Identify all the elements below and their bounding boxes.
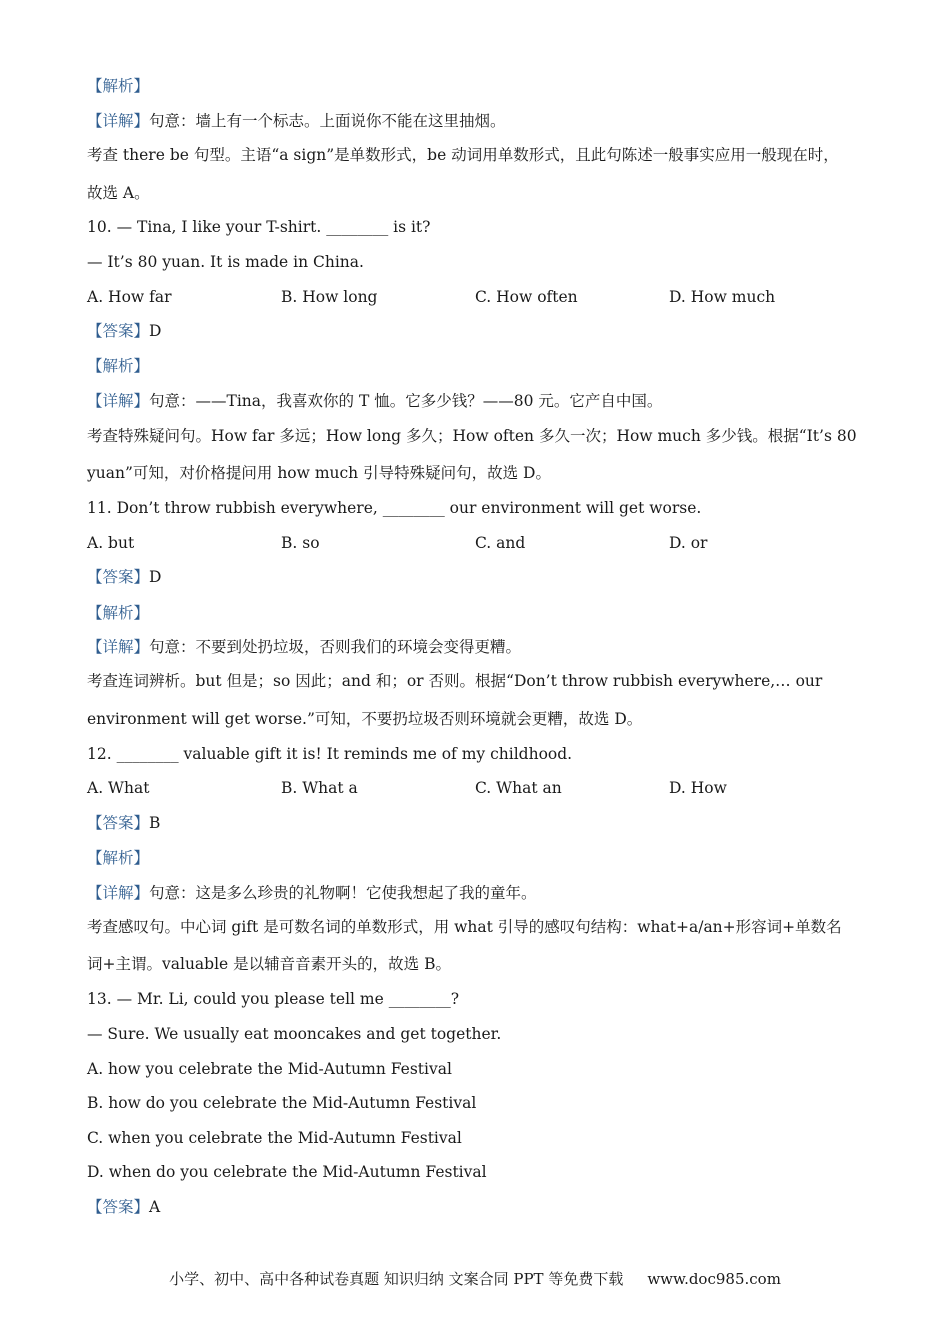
answer-value: D (149, 322, 162, 340)
option-b: B. how do you celebrate the Mid-Autumn Festival (87, 1094, 477, 1112)
option-c: C. when you celebrate the Mid-Autumn Festival (87, 1129, 462, 1147)
option-a: A. how you celebrate the Mid-Autumn Festival (87, 1060, 452, 1078)
option-b: B. What a (281, 779, 358, 797)
explanation-line: 考查感叹句。中心词 gift 是可数名词的单数形式，用 what 引导的感叹句结构：what+a/an+形容词+单数名 (87, 918, 842, 936)
explanation-line: 考查 there be 句型。主语“a sign”是单数形式，be 动词用单数形式，且此句陈述一般事实应用一般现在时， (87, 146, 839, 164)
answer-line (87, 1197, 160, 1217)
answer-line (87, 813, 160, 833)
footer-url[interactable]: www.doc985.com (647, 1270, 781, 1288)
detail-tag: 【详解】 (87, 392, 150, 410)
option-d: D. when do you celebrate the Mid-Autumn Festival (87, 1163, 487, 1181)
detail-tag: 【详解】 (87, 638, 150, 656)
explanation-line: environment will get worse.”可知，不要扔垃圾否则环境就会更糟，故选 D。 (87, 710, 643, 728)
answer-tag: 【答案】 (87, 814, 150, 832)
option-b: B. How long (281, 288, 378, 306)
option-a: A. What (87, 779, 150, 797)
answer-value: A (149, 1198, 161, 1216)
explanation-line: 考查连词辨析。but 但是；so 因此；and 和；or 否则。根据“Don’t throw rubbish everywhere,… our (87, 672, 823, 690)
question-stem: 10. — Tina, I like your T-shirt. ________ is it? (87, 218, 431, 236)
detail-text: 句意：这是多么珍贵的礼物啊！它使我想起了我的童年。 (149, 884, 537, 902)
detail-line (87, 111, 506, 131)
option-c: C. and (475, 534, 526, 552)
detail-text: 句意：墙上有一个标志。上面说你不能在这里抽烟。 (149, 112, 506, 130)
option-c: C. How often (475, 288, 578, 306)
question-stem: 13. — Mr. Li, could you please tell me ________? (87, 990, 460, 1008)
answer-tag: 【答案】 (87, 1198, 150, 1216)
option-a: A. How far (87, 288, 172, 306)
explanation-line: 词+主谓。valuable 是以辅音音素开头的，故选 B。 (87, 955, 451, 973)
detail-line (87, 391, 662, 411)
footer-text: 小学、初中、高中各种试卷真题 知识归纳 文案合同 PPT 等免费下载 (169, 1270, 624, 1288)
answer-value: B (149, 814, 161, 832)
explanation-line: yuan”可知，对价格提问用 how much 引导特殊疑问句，故选 D。 (87, 464, 551, 482)
option-d: D. How (669, 779, 727, 797)
answer-value: D (149, 568, 162, 586)
question-stem: 11. Don’t throw rubbish everywhere, ________ our environment will get worse. (87, 499, 702, 517)
question-stem: 12. ________ valuable gift it is! It reminds me of my childhood. (87, 745, 573, 763)
detail-line (87, 883, 537, 903)
option-b: B. so (281, 534, 320, 552)
analysis-tag: 【解析】 (87, 77, 150, 95)
detail-tag: 【详解】 (87, 112, 150, 130)
answer-tag: 【答案】 (87, 322, 150, 340)
option-c: C. What an (475, 779, 562, 797)
option-d: D. or (669, 534, 708, 552)
question-stem-reply: — Sure. We usually eat mooncakes and get together. (87, 1025, 502, 1043)
answer-tag: 【答案】 (87, 568, 150, 586)
detail-tag: 【详解】 (87, 884, 150, 902)
detail-text: 句意：——Tina，我喜欢你的 T 恤。它多少钱？——80 元。它产自中国。 (149, 392, 663, 410)
option-d: D. How much (669, 288, 776, 306)
detail-line (87, 637, 521, 657)
analysis-tag: 【解析】 (87, 604, 150, 622)
analysis-tag: 【解析】 (87, 357, 150, 375)
explanation-line: 故选 A。 (87, 184, 150, 202)
explanation-line: 考查特殊疑问句。How far 多远；How long 多久；How often 多久一次；How much 多少钱。根据“It’s 80 (87, 427, 857, 445)
option-a: A. but (87, 534, 135, 552)
answer-line (87, 321, 161, 341)
question-stem-reply: — It’s 80 yuan. It is made in China. (87, 253, 364, 271)
answer-line (87, 567, 161, 587)
analysis-tag: 【解析】 (87, 849, 150, 867)
page-footer (0, 1269, 950, 1289)
detail-text: 句意：不要到处扔垃圾，否则我们的环境会变得更糟。 (149, 638, 522, 656)
